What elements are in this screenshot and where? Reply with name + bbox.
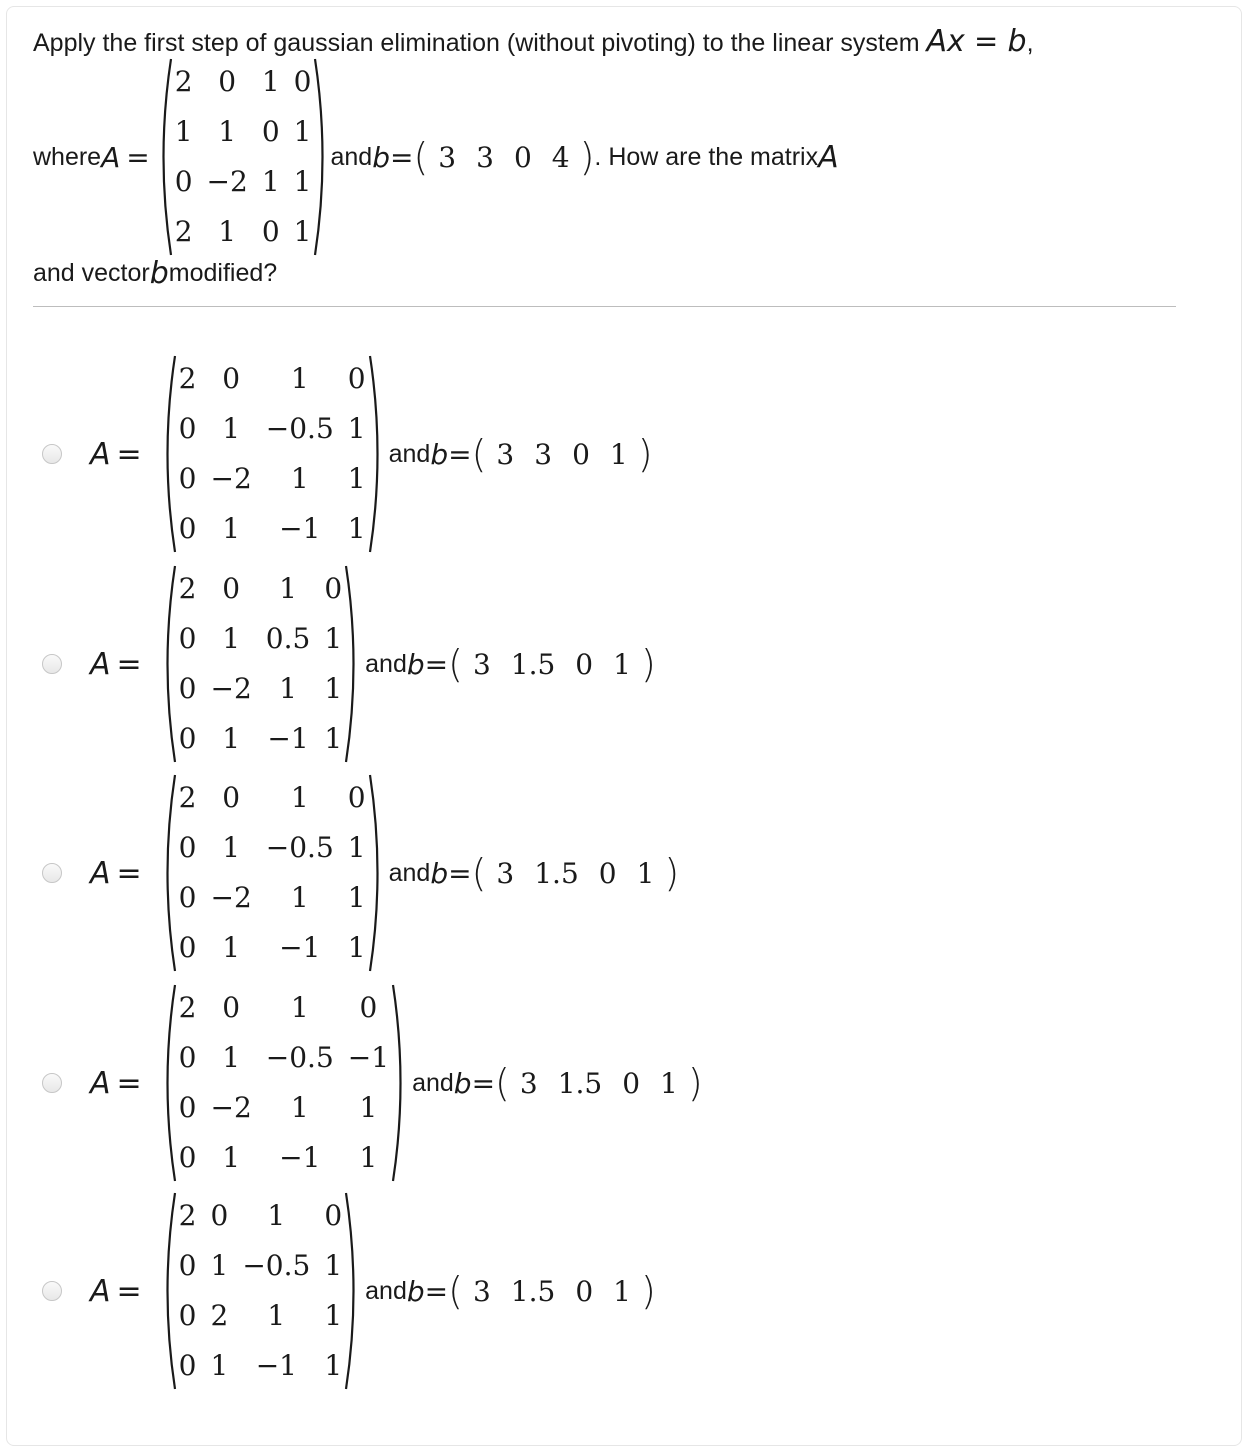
- matrix-cell: 0: [178, 462, 197, 495]
- matrix-cell: 1: [222, 412, 241, 445]
- option-matrix: [172, 773, 373, 973]
- matrix-row: [172, 923, 373, 973]
- matrix-cell: 0: [261, 115, 280, 148]
- option-radio[interactable]: [42, 1073, 62, 1093]
- vector-entry: 3: [496, 437, 515, 471]
- matrix-cell: 0: [359, 991, 378, 1024]
- matrix-cell: −2: [210, 1091, 252, 1124]
- matrix-cell: 0: [178, 412, 197, 445]
- matrix-cell: −1: [279, 1141, 321, 1174]
- matrix-cell: 0: [178, 722, 197, 755]
- option-and-label: and: [412, 1068, 454, 1097]
- matrix-row: [172, 404, 373, 454]
- matrix-cell: 2: [178, 991, 197, 1024]
- vector-right-paren: ): [640, 642, 656, 686]
- matrix-cell: 0: [222, 991, 241, 1024]
- left-paren: [158, 354, 178, 554]
- matrix-row: [172, 823, 373, 873]
- matrix-row: [172, 1291, 349, 1341]
- where-eq: =: [126, 140, 150, 174]
- option-vector: [472, 851, 680, 895]
- matrix-cell: 0: [222, 362, 241, 395]
- question-matrix-A: [168, 57, 319, 257]
- question-line3: [33, 256, 277, 290]
- question-system: [33, 62, 839, 252]
- option-eq: =: [116, 855, 142, 891]
- right-paren: [367, 354, 387, 554]
- vector-entry: 3: [519, 1066, 538, 1100]
- matrix-cell: 1: [359, 1091, 378, 1124]
- matrix-cell: 0: [178, 831, 197, 864]
- matrix-cell: 0: [222, 572, 241, 605]
- matrix-table: [168, 57, 319, 257]
- matrix-cell: 0: [178, 1041, 197, 1074]
- matrix-cell: 0: [218, 65, 237, 98]
- matrix-row: [172, 354, 373, 404]
- matrix-cell: 0: [178, 1349, 197, 1382]
- matrix-cell: 1: [267, 1299, 286, 1332]
- matrix-cell: −2: [210, 462, 252, 495]
- matrix-cell: 1: [261, 65, 280, 98]
- matrix-cell: 1: [290, 781, 309, 814]
- option-eq: =: [116, 1065, 142, 1101]
- right-paren: [343, 1191, 363, 1391]
- option-vector: [495, 1061, 703, 1105]
- line3-b: b: [149, 255, 169, 291]
- matrix-row: [172, 1083, 396, 1133]
- answer-option[interactable]: [42, 775, 679, 971]
- matrix-row: [172, 1191, 349, 1241]
- eq-sign: =: [964, 24, 1008, 58]
- matrix-cell: 2: [174, 65, 193, 98]
- option-and-label: and: [388, 858, 431, 887]
- matrix-cell: 1: [218, 215, 237, 248]
- option-and-label: and: [388, 439, 431, 468]
- vector-right-paren: ): [664, 851, 680, 895]
- matrix-cell: 1: [324, 1299, 343, 1332]
- matrix-cell: 1: [290, 881, 309, 914]
- option-b-eq: =: [471, 1066, 496, 1100]
- right-paren: [390, 983, 410, 1183]
- option-A-label: A: [90, 436, 111, 472]
- vector-entry: 1: [660, 1066, 678, 1100]
- matrix-row: [172, 1341, 349, 1391]
- left-paren: [154, 57, 174, 257]
- eq-comma: ,: [1026, 29, 1034, 57]
- option-b-var: b: [430, 856, 449, 890]
- matrix-cell: 1: [279, 672, 297, 705]
- matrix-row: [168, 207, 319, 257]
- option-matrix: [172, 983, 396, 1183]
- matrix-cell: 0: [178, 881, 197, 914]
- matrix-cell: 1: [222, 622, 241, 655]
- vector-entry: 1: [609, 437, 628, 471]
- vector-entry: 1: [613, 647, 631, 681]
- matrix-cell: 2: [210, 1299, 229, 1332]
- option-radio[interactable]: [42, 1281, 62, 1301]
- matrix-cell: 1: [222, 831, 241, 864]
- where-A: A: [101, 140, 121, 174]
- vector-entry: 1.5: [557, 1066, 603, 1100]
- matrix-row: [172, 773, 373, 823]
- matrix-cell: 0: [178, 1249, 197, 1282]
- right-paren: [312, 57, 332, 257]
- question-text: [33, 24, 1034, 59]
- matrix-cell: 1: [347, 512, 366, 545]
- vector-entry: 1: [613, 1274, 631, 1308]
- matrix-cell: 1: [218, 115, 237, 148]
- matrix-cell: 1: [267, 1199, 286, 1232]
- matrix-row: [172, 873, 373, 923]
- matrix-cell: −2: [206, 165, 248, 198]
- vector-right-paren: ): [687, 1061, 703, 1105]
- vector-entry: 0: [572, 437, 590, 471]
- matrix-row: [168, 57, 319, 107]
- vector-entry: 3: [472, 1274, 491, 1308]
- matrix-cell: −1: [347, 1041, 390, 1074]
- vector-entry: 0: [622, 1066, 641, 1100]
- answer-option[interactable]: [42, 1193, 656, 1389]
- left-paren: [158, 564, 178, 764]
- vector-right-paren: ): [640, 1269, 656, 1313]
- divider: [33, 306, 1176, 307]
- option-b-eq: =: [448, 856, 472, 890]
- option-matrix: [172, 354, 373, 554]
- option-eq: =: [116, 436, 142, 472]
- matrix-cell: −1: [279, 931, 321, 964]
- matrix-cell: 1: [222, 512, 241, 545]
- matrix-cell: 1: [290, 991, 309, 1024]
- option-b-eq: =: [424, 647, 449, 681]
- vector-right-paren: ): [637, 432, 653, 476]
- right-paren: [367, 773, 387, 973]
- and-label: and: [330, 142, 373, 171]
- matrix-cell: 1: [324, 1349, 343, 1382]
- option-eq: =: [116, 646, 142, 682]
- matrix-row: [172, 983, 396, 1033]
- matrix-cell: 1: [347, 412, 366, 445]
- option-radio[interactable]: [42, 654, 62, 674]
- vector-entry: 4: [551, 140, 570, 174]
- matrix-cell: −0.5: [265, 831, 334, 864]
- matrix-cell: 0: [174, 165, 193, 198]
- matrix-cell: −2: [210, 672, 252, 705]
- matrix-cell: 0: [178, 1141, 197, 1174]
- matrix-row: [172, 664, 349, 714]
- option-b-eq: =: [424, 1274, 449, 1308]
- answer-option[interactable]: [42, 356, 653, 552]
- vector-entry: 1.5: [510, 1274, 556, 1308]
- matrix-cell: 1: [324, 672, 343, 705]
- matrix-row: [172, 614, 349, 664]
- matrix-cell: 0: [347, 362, 366, 395]
- matrix-cell: 2: [178, 1199, 197, 1232]
- left-paren: [158, 1191, 178, 1391]
- matrix-cell: 2: [178, 781, 197, 814]
- vector-entry: 0: [598, 856, 617, 890]
- matrix-cell: 1: [222, 722, 241, 755]
- matrix-table: [172, 1191, 349, 1391]
- matrix-cell: 1: [222, 1041, 241, 1074]
- answer-option[interactable]: [42, 985, 703, 1181]
- option-eq: =: [116, 1273, 142, 1309]
- matrix-cell: 0: [293, 65, 312, 98]
- right-paren: [343, 564, 363, 764]
- vector-entry: 0: [575, 647, 594, 681]
- matrix-cell: 1: [290, 362, 309, 395]
- matrix-cell: 1: [222, 931, 241, 964]
- matrix-row: [168, 107, 319, 157]
- option-radio[interactable]: [42, 444, 62, 464]
- matrix-cell: −0.5: [242, 1249, 311, 1282]
- option-and-label: and: [365, 1276, 407, 1305]
- vector-entry: 1.5: [510, 647, 556, 681]
- matrix-table: [172, 354, 373, 554]
- vector-entry: 3: [534, 437, 553, 471]
- matrix-row: [172, 1033, 396, 1083]
- matrix-cell: 0: [178, 1091, 197, 1124]
- modified-label: modified?: [168, 258, 278, 287]
- matrix-cell: 0: [222, 781, 241, 814]
- matrix-cell: 0: [178, 1299, 197, 1332]
- matrix-cell: 0.5: [265, 622, 311, 655]
- matrix-cell: 1: [174, 115, 193, 148]
- option-vector: [448, 642, 656, 686]
- vector-entry: 3: [472, 647, 491, 681]
- and-vector-label: and vector: [33, 258, 150, 287]
- matrix-cell: 2: [174, 215, 193, 248]
- b-var: b: [372, 140, 390, 174]
- vector-left-paren: (: [413, 135, 429, 179]
- matrix-cell: 2: [178, 362, 197, 395]
- option-A-label: A: [90, 1065, 111, 1101]
- matrix-cell: 1: [261, 165, 280, 198]
- option-vector: [472, 432, 653, 476]
- option-A-label: A: [90, 1273, 111, 1309]
- option-matrix: [172, 1191, 349, 1391]
- matrix-cell: 0: [178, 622, 197, 655]
- matrix-cell: −1: [267, 722, 309, 755]
- left-paren: [158, 983, 178, 1183]
- vector-entry: 3: [438, 140, 457, 174]
- vector-entry: 1: [636, 856, 655, 890]
- matrix-cell: 1: [290, 1091, 309, 1124]
- matrix-cell: −1: [279, 512, 321, 545]
- option-vector: [448, 1269, 656, 1313]
- option-b-var: b: [430, 437, 449, 471]
- matrix-row: [168, 157, 319, 207]
- question-vector-b: [413, 135, 594, 179]
- matrix-cell: 1: [347, 462, 366, 495]
- matrix-cell: 2: [178, 572, 197, 605]
- matrix-row: [172, 504, 373, 554]
- vector-left-paren: (: [448, 1269, 463, 1313]
- matrix-cell: 1: [324, 722, 343, 755]
- matrix-table: [172, 773, 373, 973]
- matrix-cell: 1: [290, 462, 309, 495]
- eq-x: x: [947, 24, 965, 59]
- option-radio[interactable]: [42, 863, 62, 883]
- option-b-eq: =: [448, 437, 472, 471]
- matrix-row: [172, 1133, 396, 1183]
- vector-left-paren: (: [448, 642, 463, 686]
- option-b-var: b: [406, 1274, 425, 1308]
- matrix-cell: 0: [261, 215, 280, 248]
- vector-left-paren: (: [471, 851, 487, 895]
- matrix-cell: 1: [293, 215, 312, 248]
- where-label: where: [33, 142, 102, 171]
- vector-left-paren: (: [471, 432, 487, 476]
- matrix-cell: −0.5: [265, 412, 334, 445]
- matrix-cell: 1: [279, 572, 297, 605]
- matrix-cell: 1: [210, 1349, 229, 1382]
- matrix-cell: 0: [178, 931, 197, 964]
- matrix-cell: 0: [178, 512, 197, 545]
- matrix-cell: 1: [347, 881, 366, 914]
- b-eq: =: [389, 140, 414, 174]
- matrix-cell: 1: [347, 831, 366, 864]
- option-b-var: b: [453, 1066, 472, 1100]
- matrix-cell: 1: [293, 165, 312, 198]
- option-b-var: b: [406, 647, 425, 681]
- left-paren: [158, 773, 178, 973]
- matrix-row: [172, 564, 349, 614]
- vector-entry: 1.5: [534, 856, 579, 890]
- vector-entry: 3: [496, 856, 515, 890]
- matrix-cell: −0.5: [265, 1041, 334, 1074]
- matrix-cell: 1: [222, 1141, 241, 1174]
- question-intro: Apply the first step of gaussian elimination (without pivoting) to the linear system: [33, 29, 927, 57]
- option-and-label: and: [365, 649, 407, 678]
- matrix-table: [172, 983, 396, 1183]
- option-A-label: A: [90, 855, 111, 891]
- eq-A: A: [926, 24, 948, 59]
- matrix-cell: 1: [359, 1141, 378, 1174]
- option-A-label: A: [90, 646, 111, 682]
- vector-entry: 0: [513, 140, 532, 174]
- matrix-cell: 1: [324, 622, 343, 655]
- matrix-cell: 0: [210, 1199, 229, 1232]
- matrix-cell: −2: [210, 881, 252, 914]
- option-matrix: [172, 564, 349, 764]
- matrix-cell: 1: [293, 115, 312, 148]
- vector-right-paren: ): [579, 135, 595, 179]
- vector-entry: 0: [575, 1274, 594, 1308]
- matrix-cell: 0: [324, 572, 343, 605]
- matrix-row: [172, 1241, 349, 1291]
- vector-left-paren: (: [495, 1061, 510, 1105]
- matrix-row: [172, 454, 373, 504]
- matrix-cell: 0: [178, 672, 197, 705]
- answer-option[interactable]: [42, 566, 656, 762]
- matrix-cell: 1: [210, 1249, 229, 1282]
- matrix-row: [172, 714, 349, 764]
- how-text: . How are the matrix: [594, 142, 819, 171]
- eq-b: b: [1007, 24, 1027, 59]
- matrix-table: [172, 564, 349, 764]
- vector-entry: 3: [476, 140, 494, 174]
- matrix-cell: 1: [324, 1249, 343, 1282]
- matrix-cell: −1: [255, 1349, 297, 1382]
- matrix-cell: 0: [324, 1199, 343, 1232]
- how-A: A: [818, 139, 839, 175]
- matrix-cell: 1: [347, 931, 366, 964]
- matrix-cell: 0: [347, 781, 366, 814]
